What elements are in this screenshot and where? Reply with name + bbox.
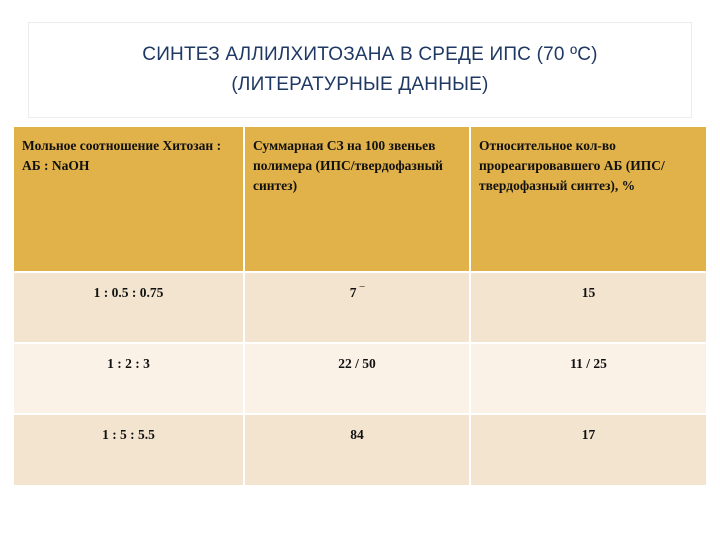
table-row — [14, 343, 706, 414]
cell-molar-ratio: 1 : 0.5 : 0.75 — [14, 272, 244, 343]
table-row — [14, 272, 706, 343]
header-molar-ratio: Мольное соотношение Хитозан : АБ : NaOH — [14, 127, 244, 272]
cell-reacted-ab: 17 — [470, 414, 706, 485]
table-row — [14, 414, 706, 485]
cell-reacted-ab: 11 / 25 — [470, 343, 706, 414]
title-line-2: (ЛИТЕРАТУРНЫЕ ДАННЫЕ) — [231, 74, 489, 95]
synthesis-data-table — [14, 127, 706, 485]
cell-reacted-ab: 15 — [470, 272, 706, 343]
cell-molar-ratio: 1 : 2 : 3 — [14, 343, 244, 414]
header-total-ds: Суммарная СЗ на 100 звеньев полимера (ИПС/твердофазный синтез) — [244, 127, 470, 272]
cell-molar-ratio: 1 : 5 : 5.5 — [14, 414, 244, 485]
cell-total-ds: 84 — [244, 414, 470, 485]
slide-title — [28, 22, 692, 118]
table-header-row — [14, 127, 706, 272]
table-header — [14, 127, 706, 272]
title-line-1: СИНТЕЗ АЛЛИЛХИТОЗАНА В СРЕДЕ ИПС (70 ºС) — [142, 44, 598, 65]
cell-total-ds: 22 / 50 — [244, 343, 470, 414]
cell-total-ds: 7 ‾ — [244, 272, 470, 343]
table-body — [14, 272, 706, 485]
header-reacted-ab: Относительное кол-во прореагировавшего АБ (ИПС/твердофазный синтез), % — [470, 127, 706, 272]
